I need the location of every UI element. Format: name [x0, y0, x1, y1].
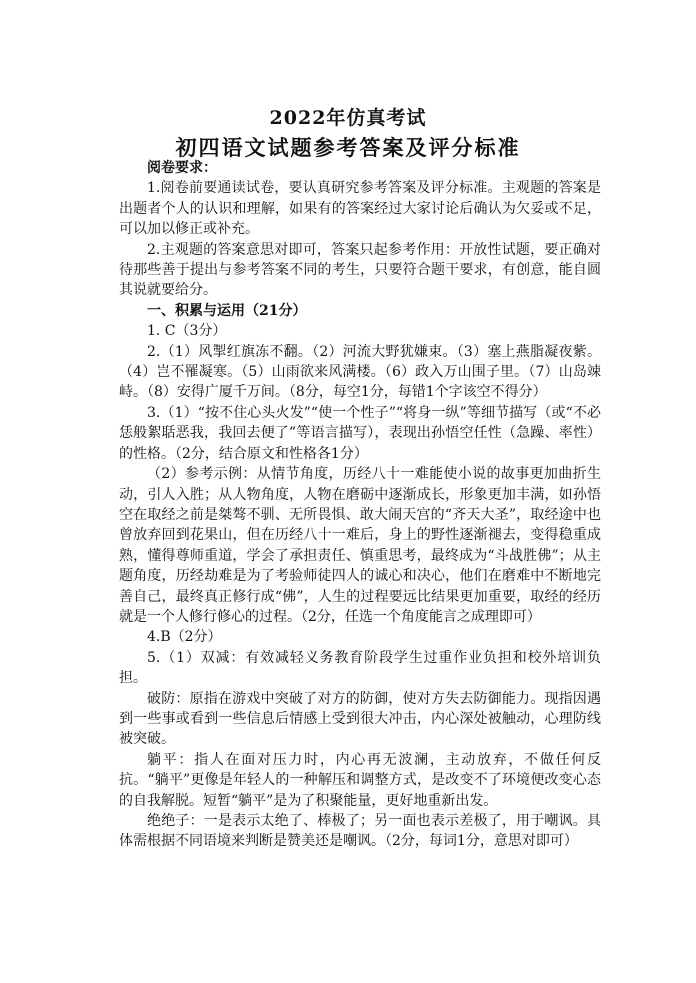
document-body [119, 158, 601, 852]
answer-2: 2.（1）风掣红旗冻不翻。（2）河流大野犹嫌束。（3）塞上燕脂凝夜紫。（4）岂不罹凝寒。（5）山雨欲来风满楼。（6）政入万山围子里。（7）山岛竦峙。（8）安得广厦千万间。（8分，每空1分，每错1个字该空不得分） [119, 343, 601, 401]
answer-5-pofang: 破防：原指在游戏中突破了对方的防御，使对方失去防御能力。现指因遇到一些事或看到一些信息后情感上受到很大冲击，内心深处被触动，心理防线被突破。 [119, 690, 601, 748]
grading-requirements-heading: 阅卷要求： [147, 160, 217, 176]
answer-5-shuangjian: 5.（1）双减：有效减轻义务教育阶段学生过重作业负担和校外培训负担。 [119, 649, 601, 687]
answer-4: 4.B（2分） [147, 629, 222, 646]
requirement-2: 2.主观题的答案意思对即可，答案只起参考作用：开放性试题，要正确对待那些善于提出与参考答案不同的考生，只要符合题干要求，有创意，能自圆其说就要给分。 [119, 241, 601, 299]
answer-3-1: 3.（1）“按不住心头火发”“使一个性子”“将身一纵”等细节描写（或“不必恁般絮聒恶我，我回去便了”等语言描写），表现出孙悟空任性（急躁、率性）的性格。（2分，结合原文和性格各1分） [119, 404, 601, 462]
exam-title: 2022年仿真考试 [269, 107, 427, 129]
answer-1: 1. C（3分） [147, 323, 227, 340]
document-subtitle: 初四语文试题参考答案及评分标准 [175, 135, 521, 160]
answer-3-2: （2）参考示例：从情节角度，历经八十一难能使小说的故事更加曲折生动，引人入胜；从人物角度，人物在磨砺中逐渐成长，形象更加丰满，如孙悟空在取经之前是桀骜不驯、无所畏惧、敢大闹天宫的“齐天大圣”，取经途中也曾放弃回到花果山，但在历经八十一难后，身上的野性逐渐褪去，变得稳重成熟，懂得尊师重道，学会了承担责任、慎重思考，最终成为“斗战胜佛”；从主题角度，历经劫难是为了考验师徒四人的诚心和决心，他们在磨难中不断地完善自己，最终真正修行成“佛”，人生的过程要远比结果更加重要，取经的经历就是一个人修行修心的过程。（2分，任选一个角度能言之成理即可） [119, 466, 601, 625]
answer-5-juejuezi: 绝绝子：一是表示太绝了、棒极了；另一面也表示差极了，用于嘲讽。具体需根据不同语境来判断是赞美还是嘲讽。（2分，每词1分，意思对即可） [119, 813, 601, 850]
answer-5-tangping: 躺平：指人在面对压力时，内心再无波澜，主动放弃，不做任何反抗。“躺平”更像是年轻人的一种解压和调整方式，是改变不了环境便改变心态的自我解脱。短暂“躺平”是为了积聚能量，更好地重新出发。 [119, 751, 601, 809]
requirement-1: 1.阅卷前要通读试卷，要认真研究参考答案及评分标准。主观题的答案是出题者个人的认识和理解，如果有的答案经过大家讨论后确认为欠妥或不足，可以加以修正或补充。 [119, 180, 601, 238]
section-heading: 一、积累与运用（21分） [147, 302, 307, 319]
